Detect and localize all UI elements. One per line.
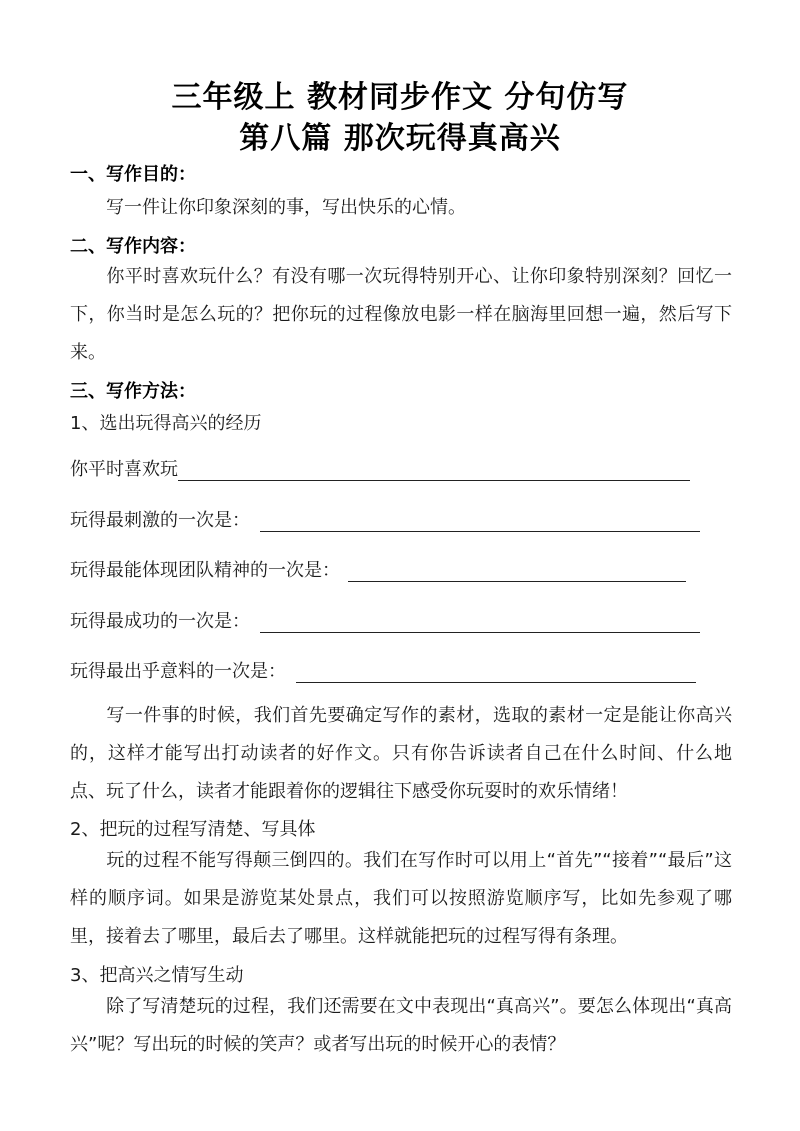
step1-text — [70, 697, 732, 811]
step2-text — [70, 842, 732, 956]
section-purpose-text — [70, 189, 732, 227]
fill-blank-success[interactable] — [260, 610, 700, 633]
section-purpose-heading: 一、写作目的： — [70, 164, 196, 185]
step2-body: 玩的过程不能写得颠三倒四的。我们在写作时可以用上“首先”“接着”“最后”这样的顺序词。如果是游览某处景点，我们可以按照游览顺序写，比如先参观了哪里，接着去了哪里，最后去了哪里。这样就能把玩的过程写得有条理。 — [70, 850, 732, 947]
fill-label-hobby: 你平时喜欢玩 — [70, 459, 178, 480]
purpose-text: 写一件让你印象深刻的事，写出快乐的心情。 — [106, 197, 466, 218]
step1-title: 1、选出玩得高兴的经历 — [70, 413, 262, 434]
worksheet-subtitle: 第八篇 那次玩得真高兴 — [239, 121, 561, 156]
worksheet-title: 三年级上 教材同步作文 分句仿写 — [171, 80, 629, 115]
step3-title: 3、把高兴之情写生动 — [70, 965, 244, 986]
section-content-heading: 二、写作内容： — [70, 236, 196, 257]
fill-blank-teamwork[interactable] — [348, 559, 686, 582]
fill-row-unexpected — [70, 657, 696, 685]
step2-title: 2、把玩的过程写清楚、写具体 — [70, 819, 316, 840]
fill-label-exciting: 玩得最刺激的一次是： — [70, 510, 250, 531]
fill-row-hobby — [70, 455, 690, 483]
fill-blank-unexpected[interactable] — [296, 660, 696, 683]
section-content-text — [70, 258, 732, 372]
fill-blank-exciting[interactable] — [260, 509, 700, 532]
step3-text — [70, 988, 732, 1064]
fill-label-unexpected: 玩得最出乎意料的一次是： — [70, 661, 286, 682]
section-method-heading: 三、写作方法： — [70, 381, 196, 402]
step1-body: 写一件事的时候，我们首先要确定写作的素材，选取的素材一定是能让你高兴的，这样才能写出打动读者的好作文。只有你告诉读者自己在什么时间、什么地点、玩了什么，读者才能跟着你的逻辑往下感受你玩耍时的欢乐情绪！ — [70, 705, 732, 802]
fill-row-exciting — [70, 506, 700, 534]
fill-row-teamwork — [70, 556, 686, 584]
fill-blank-hobby[interactable] — [178, 458, 690, 481]
content-text: 你平时喜欢玩什么？有没有哪一次玩得特别开心、让你印象特别深刻？回忆一下，你当时是怎么玩的？把你玩的过程像放电影一样在脑海里回想一遍，然后写下来。 — [70, 266, 732, 363]
step3-body: 除了写清楚玩的过程，我们还需要在文中表现出“真高兴”。要怎么体现出“真高兴”呢？写出玩的时候的笑声？或者写出玩的时候开心的表情？ — [70, 996, 732, 1055]
fill-label-teamwork: 玩得最能体现团队精神的一次是： — [70, 560, 340, 581]
fill-label-success: 玩得最成功的一次是： — [70, 611, 250, 632]
fill-row-success — [70, 607, 700, 635]
